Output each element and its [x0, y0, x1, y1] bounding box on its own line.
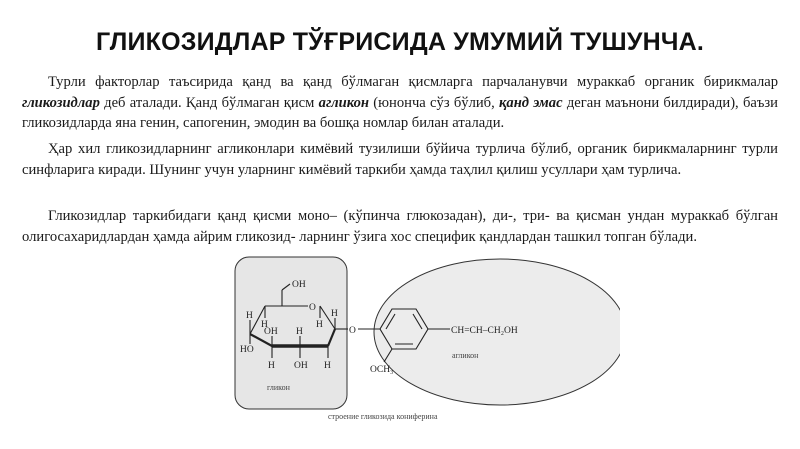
- paragraph-text: (юнонча сўз бўлиб,: [369, 94, 499, 111]
- paragraph-text: Турли факторлар таъсирида қанд ва қанд бўлмаган қисмларга парчаланувчи мураккаб органик бирикмалар: [48, 74, 778, 90]
- paragraph-text: деб аталади. Қанд бўлмаган қисм: [99, 94, 319, 111]
- atom-h: H: [324, 361, 331, 371]
- atom-oh: OH: [294, 361, 308, 371]
- structure-diagram: [220, 254, 620, 434]
- glycon-label: гликон: [267, 383, 290, 392]
- glycon-box: [235, 257, 347, 409]
- paragraph-definition: [22, 72, 778, 134]
- atom-h: H: [316, 320, 323, 330]
- atom-oh-ch2oh: OH: [292, 280, 306, 290]
- term-aglycone: агликон: [318, 94, 370, 111]
- atom-h: H: [261, 320, 268, 330]
- atom-oh: OH: [264, 327, 278, 337]
- paragraph-aglycone-structure: Ҳар хил гликозидларнинг агликонлари кимёвий тузилиши бўйича турлича бўлиб, органик бирикмаларнинг турли синфларига киради. Шунинг учун уларнинг кимёвий таркиби ҳамда таҳлил қилиш усуллари ҳам турлича.: [22, 141, 778, 178]
- atom-ho: HO: [240, 345, 254, 355]
- term-glycosides: гликозидлар: [22, 94, 100, 111]
- atom-glycosidic-oxygen: O: [349, 326, 356, 336]
- term-not-sugar: қанд эмас: [499, 94, 563, 111]
- figure-caption: строение гликозида кониферина: [328, 412, 438, 421]
- aglycon-label: агликон: [452, 351, 479, 360]
- paragraph-text: деган маънони билдиради), баъзи гликозидларда яна генин, сапогенин, эмодин ва бошқа номлар билан аталади.: [22, 94, 778, 131]
- atom-h: H: [331, 309, 338, 319]
- atom-h: H: [246, 311, 253, 321]
- page-title: ГЛИКОЗИДЛАР ТЎҒРИСИДА УМУМИЙ ТУШУНЧА.: [95, 28, 705, 56]
- coniferin-structure-figure: [220, 254, 620, 434]
- methoxy-label: OCH₃: [370, 365, 394, 375]
- atom-h: H: [296, 327, 303, 337]
- atom-h: H: [268, 361, 275, 371]
- paragraph-sugar-part: Гликозидлар таркибидаги қанд қисми моно– (кўпинча глюкозадан), ди-, три- ва қисман ундан мураккаб бўлган олигосахаридлардан ҳамда айрим гликозид- ларнинг ўзига хос специфик қандлардан ташкил топган бўлади.: [22, 208, 778, 245]
- side-chain-label: CH=CH–CH₂OH: [451, 326, 518, 336]
- atom-ring-oxygen: O: [309, 303, 316, 313]
